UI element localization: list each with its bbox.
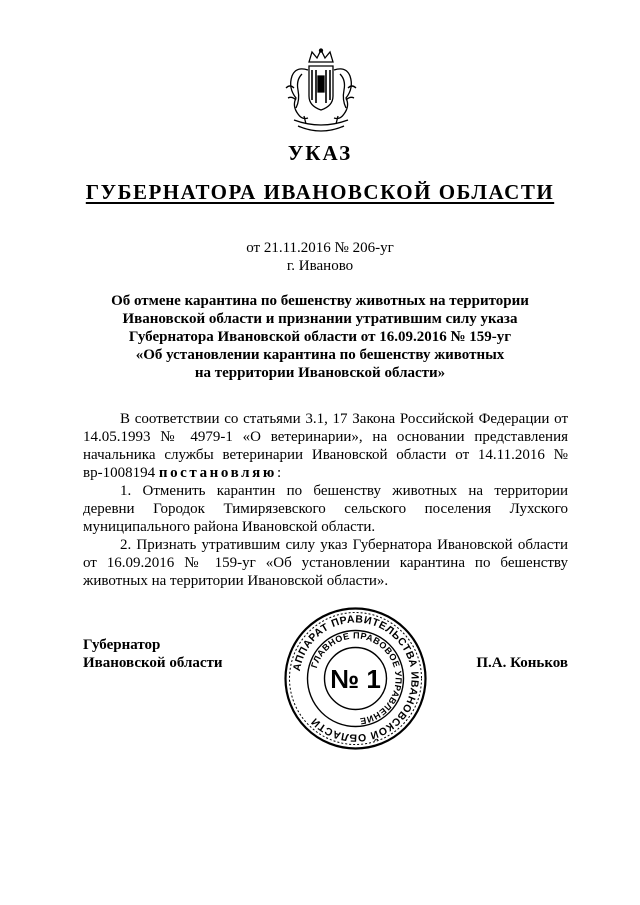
- subject-line: Об отмене карантина по бешенству животных на территории: [111, 293, 529, 309]
- preamble-paragraph: [83, 410, 568, 482]
- subject-line: Ивановской области и признании утратившим силу указа: [122, 311, 518, 327]
- decree-subject: [80, 292, 560, 382]
- position-line: Ивановской области: [83, 655, 223, 671]
- decree-body: [83, 410, 568, 590]
- official-stamp-icon: [283, 606, 428, 751]
- svg-text:№ 1: № 1: [330, 664, 381, 694]
- preamble-text: В соответствии со статьями 3.1, 17 Закона Российской Федерации от 14.05.1993 № 4979-1 «О ветеринарии», на основании представления начальника службы ветеринарии Ивановской области от 14.11.2016 № вр-1008194: [83, 411, 568, 481]
- coat-of-arms-icon: [282, 48, 360, 136]
- position-line: Губернатор: [83, 637, 161, 653]
- subject-line: «Об установлении карантина по бешенству животных: [135, 347, 505, 363]
- decree-keyword: постановляю: [158, 465, 277, 481]
- svg-text:ГЛАВНОЕ ПРАВОВОЕ УПРАВЛЕНИЕ: ГЛАВНОЕ ПРАВОВОЕ УПРАВЛЕНИЕ: [309, 630, 404, 727]
- city: г. Иваново: [286, 258, 354, 274]
- decree-item-2: 2. Признать утратившим силу указ Губернатора Ивановской области от 16.09.2016 № 159-уг «Об установлении карантина по бешенству животных на территории Ивановской области».: [83, 537, 568, 589]
- svg-text:АППАРАТ ПРАВИТЕЛЬСТВА ИВАНОВСК: АППАРАТ ПРАВИТЕЛЬСТВА ИВАНОВСКОЙ ОБЛАСТИ: [290, 613, 421, 744]
- date-and-number: от 21.11.2016 № 206-уг: [246, 240, 394, 256]
- signatory-name: П.А. Коньков: [476, 655, 568, 671]
- document-title: УКАЗ: [287, 141, 353, 165]
- signatory-position: [83, 636, 223, 672]
- decree-colon: :: [276, 465, 282, 481]
- subject-line: Губернатора Ивановской области от 16.09.2016 № 159-уг: [128, 329, 512, 345]
- subject-line: на территории Ивановской области»: [194, 365, 446, 381]
- decree-item-1: 1. Отменить карантин по бешенству животных на территории деревни Городок Тимирязевского сельского поселения Лухского муниципального района Ивановской области.: [83, 483, 568, 535]
- document-subtitle: ГУБЕРНАТОРА ИВАНОВСКОЙ ОБЛАСТИ: [85, 180, 555, 204]
